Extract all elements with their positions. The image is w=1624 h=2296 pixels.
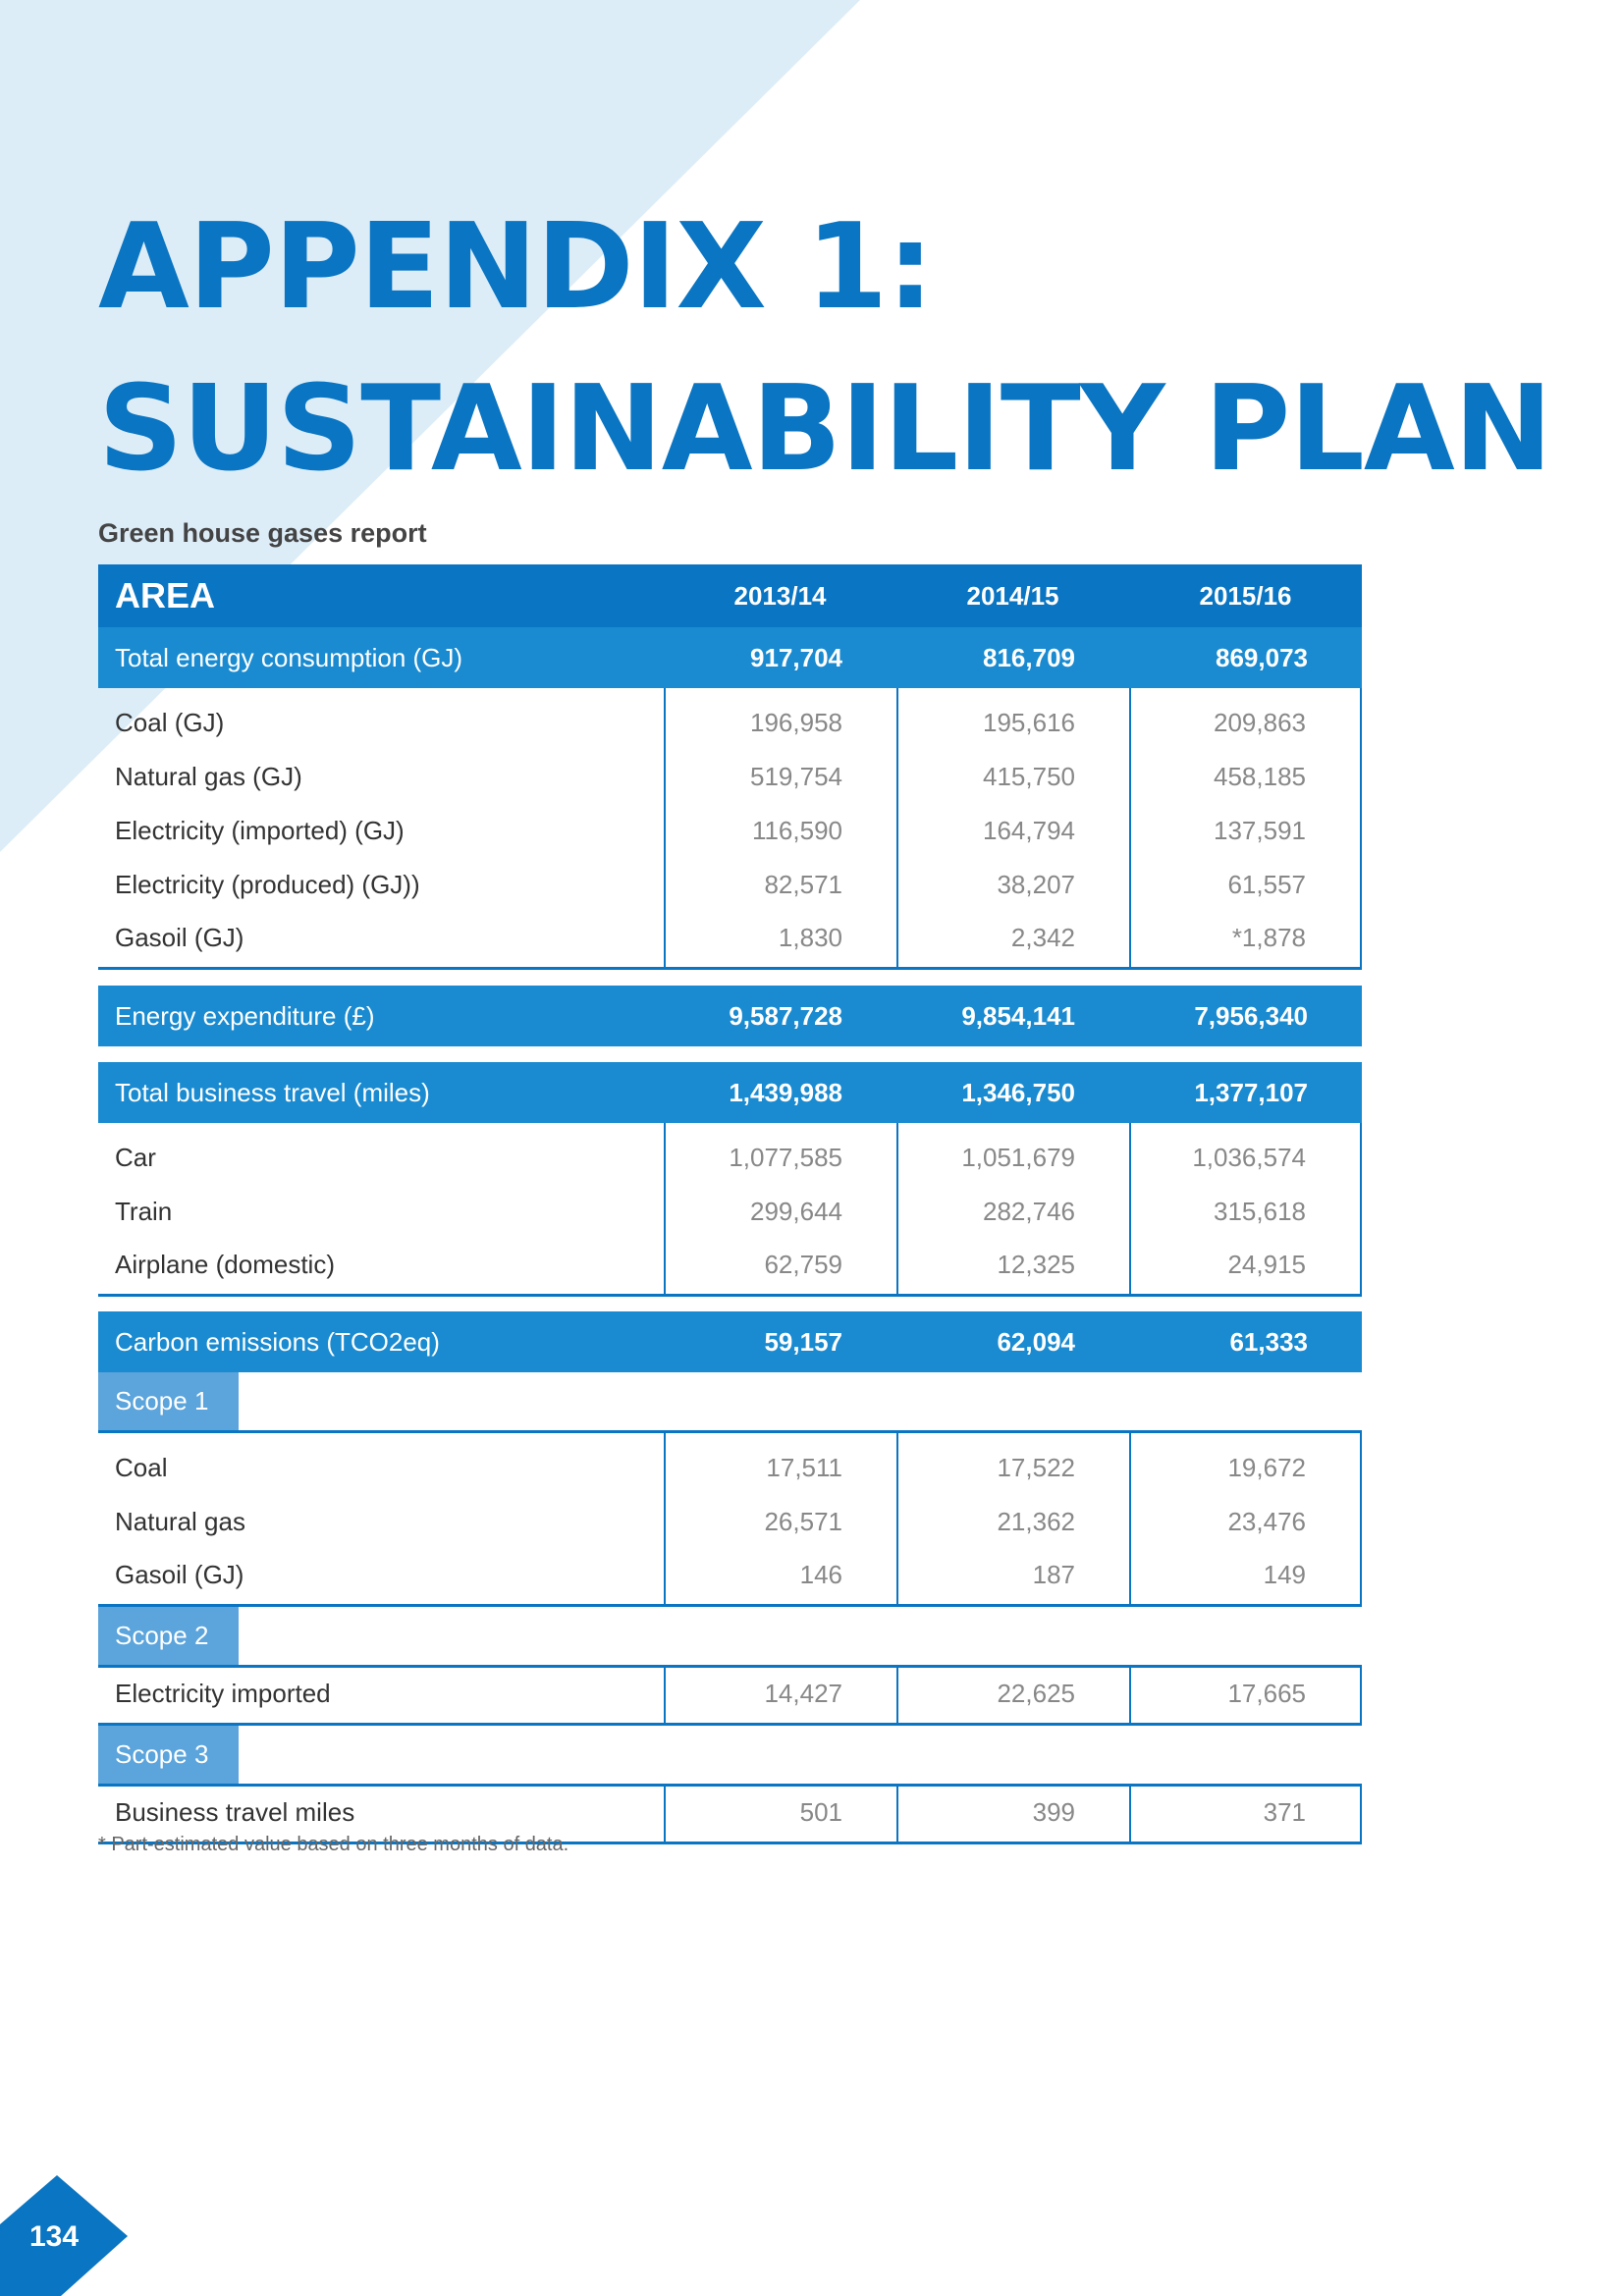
row-label: Total business travel (miles) bbox=[115, 1077, 430, 1107]
row-value: 19,672 bbox=[1129, 1433, 1362, 1495]
scope-1-label: Scope 1 bbox=[98, 1372, 239, 1430]
row-value: 7,956,340 bbox=[1194, 1000, 1308, 1031]
section-gap bbox=[98, 1297, 1362, 1311]
footnote: * Part-estimated value based on three months of data. bbox=[98, 1834, 569, 1855]
table-row bbox=[98, 750, 1362, 804]
row-value: 59,157 bbox=[764, 1326, 842, 1357]
scope-2-row bbox=[98, 1607, 1362, 1668]
row-value: 519,754 bbox=[664, 750, 896, 804]
row-value: 61,557 bbox=[1129, 858, 1362, 912]
header-year: 2013/14 bbox=[733, 580, 827, 611]
table-row bbox=[98, 1433, 1362, 1495]
row-label: Natural gas bbox=[115, 1507, 245, 1536]
row-label: Electricity (produced) (GJ)) bbox=[115, 870, 420, 899]
row-value: 146 bbox=[664, 1549, 896, 1607]
table-row bbox=[98, 688, 1362, 750]
header-year: 2015/16 bbox=[1199, 580, 1292, 611]
row-value: 21,362 bbox=[896, 1495, 1129, 1549]
row-value: 12,325 bbox=[896, 1239, 1129, 1297]
table-row bbox=[98, 1239, 1362, 1297]
section-gap bbox=[98, 970, 1362, 986]
row-value: 1,377,107 bbox=[1194, 1077, 1308, 1107]
row-value: 187 bbox=[896, 1549, 1129, 1607]
row-value: 458,185 bbox=[1129, 750, 1362, 804]
row-value: 299,644 bbox=[664, 1185, 896, 1239]
header-year: 2014/15 bbox=[966, 580, 1059, 611]
row-label: Carbon emissions (TCO2eq) bbox=[115, 1326, 440, 1357]
table-row bbox=[98, 1123, 1362, 1185]
page-title bbox=[98, 187, 1551, 510]
row-value: 9,854,141 bbox=[961, 1000, 1075, 1031]
row-value: 38,207 bbox=[896, 858, 1129, 912]
travel-total-row bbox=[98, 1062, 1362, 1123]
row-label: Gasoil (GJ) bbox=[98, 912, 664, 970]
row-value: 14,427 bbox=[664, 1668, 896, 1726]
row-value: 26,571 bbox=[664, 1495, 896, 1549]
row-value: 1,077,585 bbox=[664, 1123, 896, 1185]
row-value: 816,709 bbox=[983, 642, 1075, 672]
row-value: 501 bbox=[664, 1787, 896, 1844]
row-value: 23,476 bbox=[1129, 1495, 1362, 1549]
table-row bbox=[98, 1185, 1362, 1239]
table-row bbox=[98, 1668, 1362, 1726]
row-value: 869,073 bbox=[1216, 642, 1308, 672]
header-area: AREA bbox=[115, 575, 216, 615]
table-row bbox=[98, 1549, 1362, 1607]
row-value: 17,511 bbox=[664, 1433, 896, 1495]
scope-1-row bbox=[98, 1372, 1362, 1433]
row-label: Train bbox=[115, 1197, 173, 1226]
row-label: Electricity (imported) (GJ) bbox=[115, 816, 405, 845]
row-label: Total energy consumption (GJ) bbox=[115, 642, 463, 672]
row-value: 1,830 bbox=[664, 912, 896, 970]
row-value: 371 bbox=[1129, 1787, 1362, 1844]
row-value: 17,522 bbox=[896, 1433, 1129, 1495]
scope-3-label: Scope 3 bbox=[98, 1726, 239, 1784]
row-value: 195,616 bbox=[896, 688, 1129, 750]
title-line-1: APPENDIX 1: bbox=[98, 199, 934, 336]
ghg-table bbox=[98, 564, 1362, 1844]
row-value: 24,915 bbox=[1129, 1239, 1362, 1297]
row-value: 209,863 bbox=[1129, 688, 1362, 750]
table-row bbox=[98, 912, 1362, 970]
scope-3-row bbox=[98, 1726, 1362, 1787]
title-line-2: SUSTAINABILITY PLAN bbox=[98, 361, 1552, 498]
row-value: 315,618 bbox=[1129, 1185, 1362, 1239]
row-value: 1,051,679 bbox=[896, 1123, 1129, 1185]
table-row bbox=[98, 804, 1362, 858]
row-label: Coal (GJ) bbox=[115, 708, 225, 737]
scope-2-label: Scope 2 bbox=[98, 1607, 239, 1665]
row-label: Coal bbox=[115, 1453, 168, 1482]
row-label: Natural gas (GJ) bbox=[115, 762, 302, 791]
row-value: 399 bbox=[896, 1787, 1129, 1844]
table-header bbox=[98, 564, 1362, 627]
row-value: 61,333 bbox=[1229, 1326, 1308, 1357]
row-value: 137,591 bbox=[1129, 804, 1362, 858]
row-value: *1,878 bbox=[1129, 912, 1362, 970]
row-label: Electricity imported bbox=[98, 1668, 664, 1726]
row-value: 62,094 bbox=[997, 1326, 1075, 1357]
table-row bbox=[98, 858, 1362, 912]
row-value: 22,625 bbox=[896, 1668, 1129, 1726]
row-value: 415,750 bbox=[896, 750, 1129, 804]
row-value: 9,587,728 bbox=[729, 1000, 842, 1031]
row-value: 196,958 bbox=[664, 688, 896, 750]
row-label: Energy expenditure (£) bbox=[115, 1000, 375, 1031]
row-value: 1,036,574 bbox=[1129, 1123, 1362, 1185]
row-value: 82,571 bbox=[664, 858, 896, 912]
row-value: 1,439,988 bbox=[729, 1077, 842, 1107]
row-value: 116,590 bbox=[664, 804, 896, 858]
report-subtitle: Green house gases report bbox=[98, 518, 427, 548]
section-gap bbox=[98, 1046, 1362, 1062]
energy-total-row bbox=[98, 627, 1362, 688]
row-value: 17,665 bbox=[1129, 1668, 1362, 1726]
energy-expenditure-row bbox=[98, 986, 1362, 1046]
table-row bbox=[98, 1495, 1362, 1549]
row-label: Gasoil (GJ) bbox=[98, 1549, 664, 1607]
row-value: 164,794 bbox=[896, 804, 1129, 858]
row-value: 2,342 bbox=[896, 912, 1129, 970]
row-value: 62,759 bbox=[664, 1239, 896, 1297]
row-value: 149 bbox=[1129, 1549, 1362, 1607]
row-value: 282,746 bbox=[896, 1185, 1129, 1239]
row-value: 1,346,750 bbox=[961, 1077, 1075, 1107]
row-value: 917,704 bbox=[750, 642, 842, 672]
row-label: Airplane (domestic) bbox=[98, 1239, 664, 1297]
page-number: 134 bbox=[29, 2220, 80, 2253]
carbon-total-row bbox=[98, 1311, 1362, 1372]
row-label: Car bbox=[115, 1143, 156, 1172]
row-label: Business travel miles bbox=[98, 1787, 664, 1844]
